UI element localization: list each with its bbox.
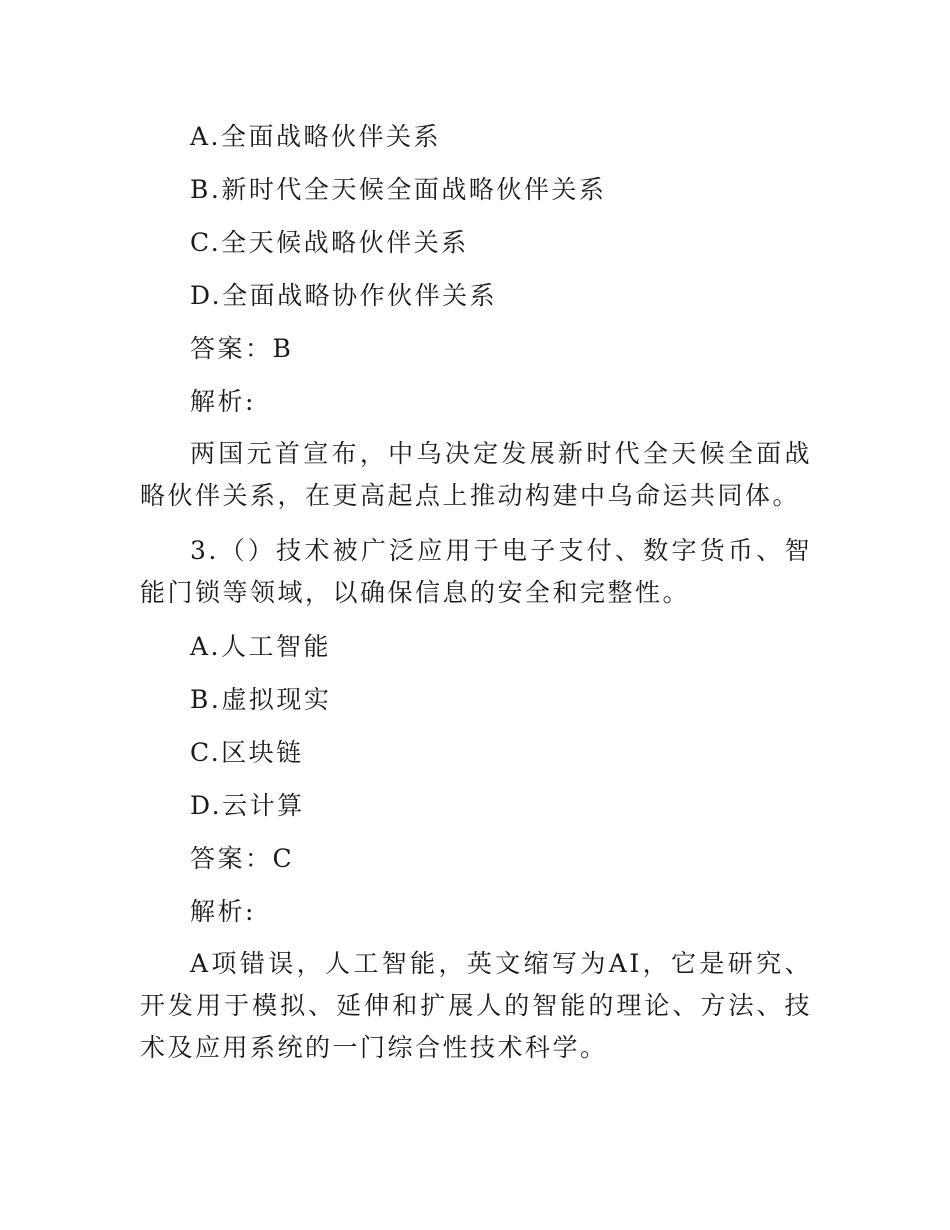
q3-option-c: C.区块链: [190, 738, 304, 767]
q3-analysis-text: A项错误，人工智能，英文缩写为AI，它是研究、开发用于模拟、延伸和扩展人的智能的理论、方法、技术及应用系统的一门综合性技术科学。: [140, 949, 812, 1062]
q3-answer: 答案：C: [190, 844, 295, 873]
q2-analysis-text: 两国元首宣布，中乌决定发展新时代全天候全面战略伙伴关系，在更高起点上推动构建中乌命运共同体。: [140, 439, 812, 510]
q2-analysis-label: 解析:: [190, 387, 256, 416]
q3-option-d: D.云计算: [190, 791, 305, 820]
q2-option-a: A.全面战略伙伴关系: [190, 122, 442, 151]
q3-analysis-label: 解析:: [190, 897, 256, 926]
q2-option-c: C.全天候战略伙伴关系: [190, 228, 469, 257]
q3-option-b: B.虚拟现实: [190, 685, 332, 714]
q3-question: 3.（）技术被广泛应用于电子支付、数字货币、智能门锁等领域，以确保信息的安全和完整性。: [140, 536, 812, 607]
q2-answer: 答案：B: [190, 334, 294, 363]
q2-option-b: B.新时代全天候全面战略伙伴关系: [190, 175, 607, 204]
q2-option-d: D.全面战略协作伙伴关系: [190, 281, 498, 310]
q3-option-a: A.人工智能: [190, 632, 332, 661]
